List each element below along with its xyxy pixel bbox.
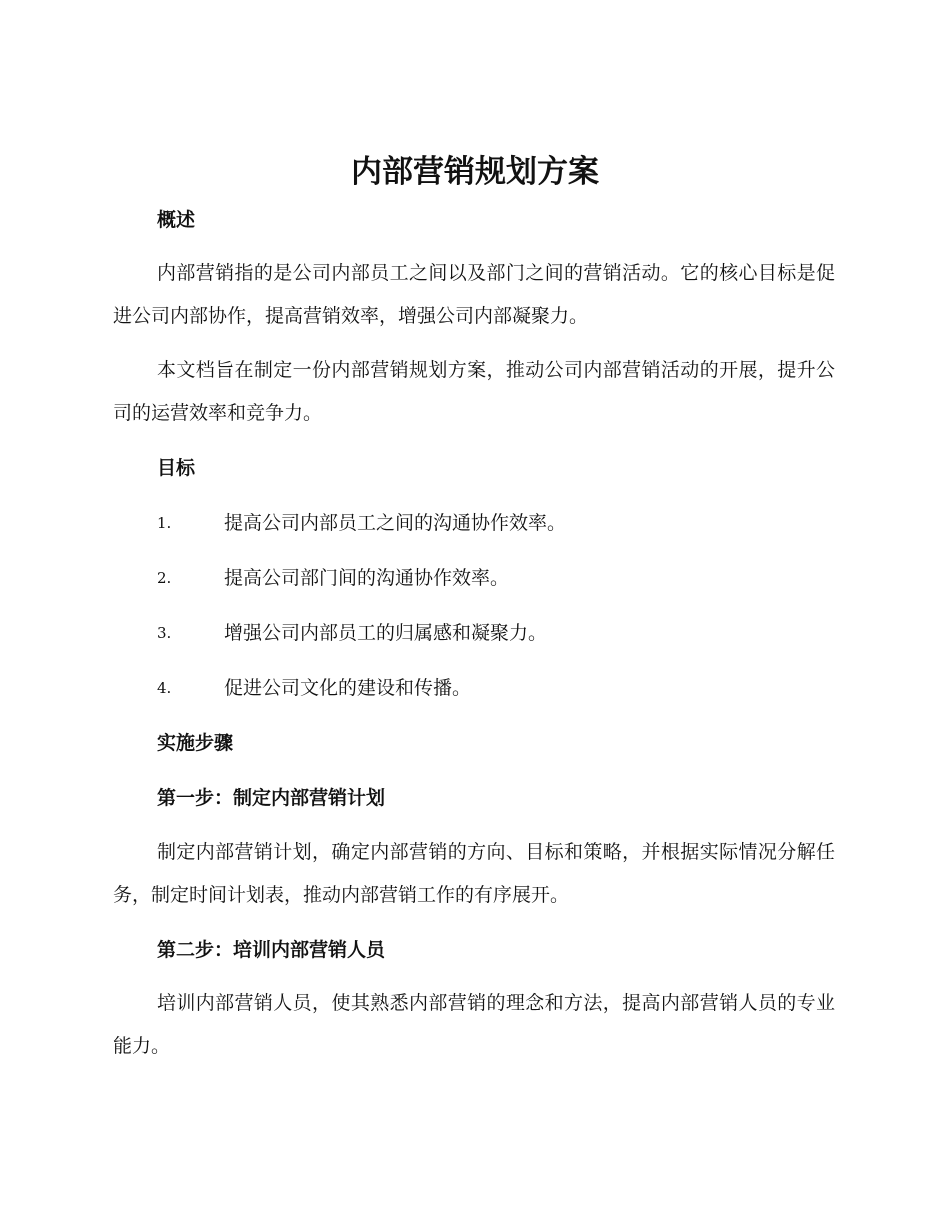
step1-heading: 第一步：制定内部营销计划 — [157, 787, 386, 809]
list-text: 增强公司内部员工的归属感和凝聚力。 — [224, 622, 548, 644]
list-number: 2. — [157, 569, 172, 587]
section-heading-overview: 概述 — [157, 209, 196, 231]
list-number: 4. — [157, 679, 172, 697]
step2-paragraph: 培训内部营销人员，使其熟悉内部营销的理念和方法，提高内部营销人员的专业能力。 — [113, 992, 835, 1057]
list-number: 1. — [157, 514, 172, 532]
section-heading-steps: 实施步骤 — [157, 732, 234, 754]
overview-paragraph-2: 本文档旨在制定一份内部营销规划方案，推动公司内部营销活动的开展，提升公司的运营效率和竞争力。 — [113, 359, 835, 424]
list-text: 提高公司内部员工之间的沟通协作效率。 — [224, 512, 567, 534]
goal-list-item — [157, 508, 817, 538]
document-title: 内部营销规划方案 — [351, 154, 599, 190]
section-heading-goals: 目标 — [157, 457, 196, 479]
list-text: 促进公司文化的建设和传播。 — [224, 677, 472, 699]
step2-heading: 第二步：培训内部营销人员 — [157, 939, 386, 961]
list-text: 提高公司部门间的沟通协作效率。 — [224, 567, 510, 589]
goal-list-item — [157, 673, 817, 703]
goal-list-item — [157, 563, 817, 593]
step1-paragraph: 制定内部营销计划，确定内部营销的方向、目标和策略，并根据实际情况分解任务，制定时间计划表，推动内部营销工作的有序展开。 — [113, 841, 835, 906]
goal-list-item — [157, 618, 817, 648]
overview-paragraph-1: 内部营销指的是公司内部员工之间以及部门之间的营销活动。它的核心目标是促进公司内部协作，提高营销效率，增强公司内部凝聚力。 — [113, 262, 835, 327]
list-number: 3. — [157, 624, 172, 642]
